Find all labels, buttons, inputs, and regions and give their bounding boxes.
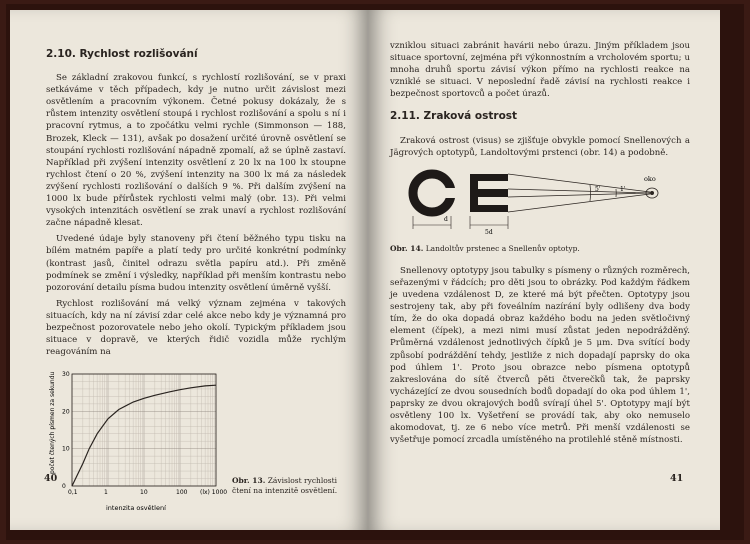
figure-14-caption-label: Obr. 14.	[390, 243, 424, 253]
chart-x-label: intenzita osvětlení	[106, 504, 166, 513]
d-label: d	[444, 215, 448, 223]
chart-grid	[72, 374, 216, 486]
ray-lines	[508, 174, 650, 212]
right-page-content	[390, 40, 690, 450]
paragraph: Rychlost rozlišování má velký význam zejména v takových situacích, kdy na ní závisí zdar celé akce nebo kdy je významná pro bezpečnost pozorovatele nebo jeho okolí. Typickým příkladem jsou situace v dopravě, ve kterých řidič vozidla může rychlým reagováním na	[46, 298, 346, 358]
y-tick-label: 20	[62, 408, 70, 416]
left-page	[10, 10, 368, 530]
figure-14	[390, 167, 690, 237]
paragraph: Uvedené údaje byly stanoveny při čtení běžného typu tisku na bílém matném papíře a platí tedy pro určité konkrétní podmínky (kontrast jasů, činitel odrazu světla papíru atd.). Při změně podmínek se změní i výsledky, například při menším kontrastu nebo pozorování detailu písma budou intenzity osvětlení úměrně vyšší.	[46, 234, 346, 293]
figure-13-caption	[232, 476, 350, 496]
dimension-marks	[413, 216, 508, 229]
figure-13-caption-text: Závislost rychlosti čtení na intenzitě osvětlení.	[232, 476, 338, 496]
five-d-label: 5d	[485, 228, 493, 236]
page-number-left: 40	[44, 473, 58, 484]
reading-speed-chart	[46, 362, 228, 514]
snellen-e-icon	[470, 174, 508, 212]
paragraph: Snellenovy optotypy jsou tabulky s písmeny o různých rozměrech, seřazenými v řádcích; pro děti jsou to obrázky. Pod každým řádkem je uvedena vzdálenost D, ze které má být přečten. Optotypy jsou sestrojeny tak, aby při foveálním nazírání byly odlišeny dva body tím, že do oka dopadá obraz každého bodu na jeden světločivný element (čípek), a mezi nimi musí zůstat jeden nepodrážděný. Průměrná vzdálenost jednotlivých čípků je 5 μm. Dva svítící body způsobí podráždění tehdy, jestliže z nich dopadají paprsky do oka pod úhlem 1'. Proto jsou obrazce nebo písmena optotypů zakreslována do sítě čtverců pěti čtverečků tak, že paprsky vycházející ze dvou sousedních bodů dopadají do oka pod úhlem 1', paprsky ze dvou okrajových bodů svírají úhel 5'. Optotypy mají být osvětleny 100 lx. Vyšetření se provádí tak, aby oko nemuselo akomodovat, tj. ze 6 nebo více metrů. Při menší vzdálenosti se vyšetřuje pomocí zrcadla umístěného na protilehlé stěně místnosti.	[390, 265, 690, 446]
x-tick-label: 100	[176, 489, 188, 497]
y-tick-label: 10	[62, 445, 70, 453]
section-title-2-10: 2.10. Rychlost rozlišování	[46, 48, 198, 60]
section-title-2-11: 2.11. Zraková ostrost	[390, 110, 518, 123]
landolt-ring-icon	[413, 174, 456, 212]
left-page-content	[46, 38, 346, 514]
x-tick-label: 1	[104, 489, 108, 497]
y-tick-label: 0	[62, 483, 66, 491]
right-page	[368, 10, 720, 530]
figure-14-caption-text: Landoltův prstenec a Snellenův optotyp.	[425, 243, 580, 253]
y-tick-label: 30	[62, 371, 70, 379]
paragraph: vzniklou situaci zabránit havárii nebo úrazu. Jiným příkladem jsou situace sportovní, zejména při výkonnostním a vrcholovém sportu; u mnoha druhů sportu závisí výkon přímo na rychlosti reakce na vzniklé se situaci. V neposlední řadě závisí na rychlosti reakce i bezpečnost sportovců a počet úrazů.	[390, 41, 690, 100]
optotype-diagram	[390, 167, 690, 237]
figure-13	[46, 362, 346, 514]
figure-13-caption-label: Obr. 13.	[232, 476, 266, 486]
paragraph: Zraková ostrost (visus) se zjišťuje obvykle pomocí Snellenových a Jägrových optotypů, Landoltovými prstenci (obr. 14) a podobně.	[390, 135, 690, 158]
x-tick-label: (lx) 1000	[200, 489, 228, 497]
open-book	[6, 4, 744, 540]
page-number-right: 41	[670, 473, 684, 484]
paragraph: Se základní zrakovou funkcí, s rychlostí rozlišování, se v praxi setkáváme v těch případech, kdy je nutno určit závislost mezi osvětlením a pracovním výkonem. Četné pokusy dokázaly, že s růstem intenzity osvětlení stoupá i rychlost rozlišování a spolu s ní i pracovní rytmus, a to zpočátku velmi rychle (Simmonson — 188, Brozek, Kleck — 131), avšak po dosažení určité úrovně osvětlení se stoupání rychlosti rozlišování nápadně zpomalí, až se úplně zastaví. Například při zvýšení intenzity osvětlení z 20 lx na 100 lx stoupne rychlost čtení o 20 %, zvýšení intenzity na 300 lx má za následek zvýšení rychlosti rozlišování o dalších 9 %. Při dalším zvýšení na 1000 lx bude přírůstek rychlosti velmi malý (obr. 13). Při velmi vysokých intenzitách osvětlení se zrak unaví a rychlost rozlišování začne nápadně klesat.	[46, 73, 346, 229]
x-tick-label: 0,1	[68, 489, 78, 497]
x-tick-label: 10	[140, 489, 148, 497]
eye-label: oko	[644, 174, 656, 183]
chart-tick-labels	[62, 371, 227, 496]
angle-1-label: 1'	[620, 185, 626, 193]
figure-14-caption	[390, 243, 690, 255]
angle-5-label: 5'	[595, 185, 601, 193]
chart-y-label: počet čtených písmen za sekundu	[49, 371, 56, 475]
